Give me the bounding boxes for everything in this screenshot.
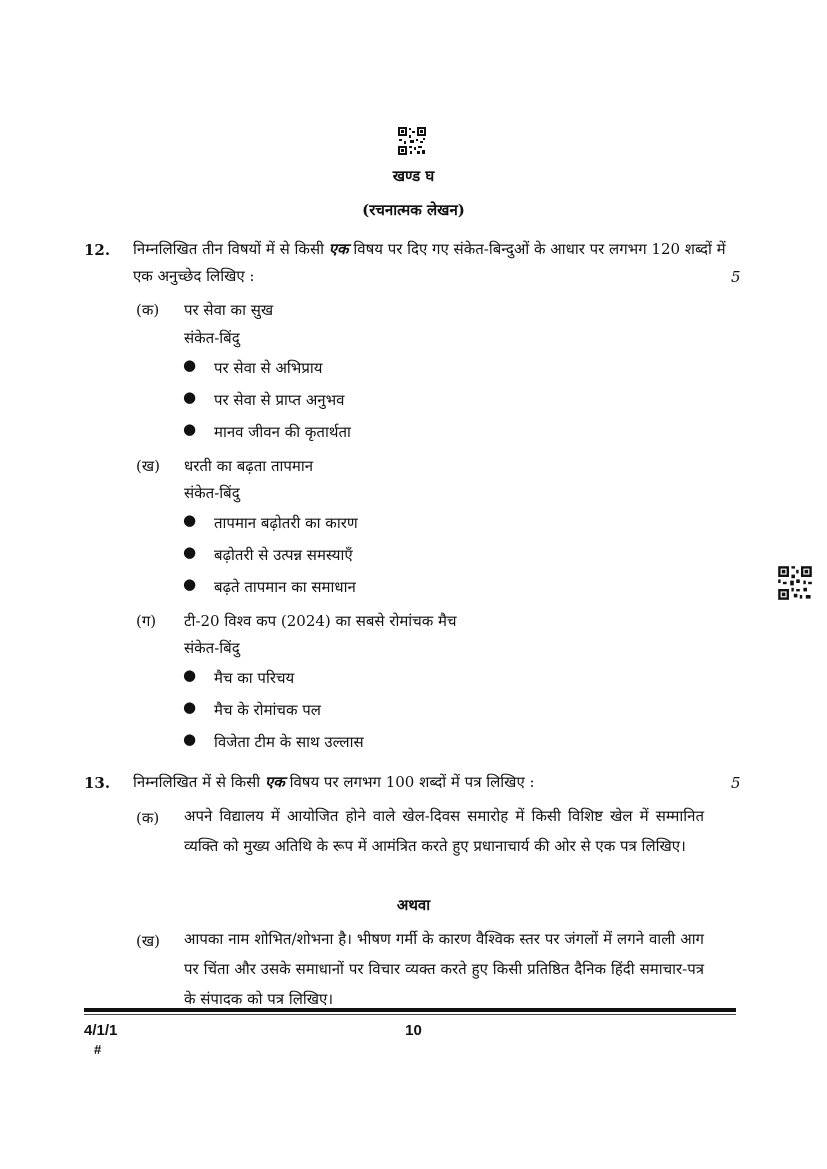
- qr-code-icon: [397, 126, 427, 156]
- bullet-icon: ●: [183, 388, 197, 406]
- hint-label: संकेत-बिंदु: [184, 639, 240, 657]
- option-text: अपने विद्यालय में आयोजित होने वाले खेल-दिवस समारोह में किसी विशिष्ट खेल में सम्मानित व्यक्ति को मुख्य अतिथि के रूप में आमंत्रित करते हुए प्रधानाचार्य की ओर से एक पत्र लिखिए।: [184, 807, 704, 855]
- side-qr-code-icon: [777, 565, 813, 601]
- option-label: (ख): [136, 932, 160, 950]
- question-marks: 5: [731, 268, 741, 286]
- option-title: पर सेवा का सुख: [184, 301, 274, 319]
- option-label: (क): [136, 809, 160, 827]
- footer-divider: [84, 1008, 736, 1012]
- option-title: धरती का बढ़ता तापमान: [184, 457, 314, 475]
- bullet-icon: ●: [183, 420, 197, 438]
- option-title: टी-20 विश्व कप (2024) का सबसे रोमांचक मैच: [184, 612, 457, 630]
- question-text-post: विषय पर लगभग 100 शब्दों में पत्र लिखिए :: [284, 773, 535, 791]
- question-text-post: विषय पर दिए गए संकेत-बिन्दुओं के आधार पर लगभग 120 शब्दों में एक अनुच्छेद लिखिए :: [133, 240, 726, 285]
- hint-point: पर सेवा से अभिप्राय: [214, 359, 323, 377]
- hint-point: तापमान बढ़ोतरी का कारण: [214, 514, 358, 532]
- option-label: (क): [136, 301, 160, 319]
- hint-point: बढ़ोतरी से उत्पन्न समस्याएँ: [214, 546, 353, 564]
- bullet-icon: ●: [183, 543, 197, 561]
- hint-point: विजेता टीम के साथ उल्लास: [214, 733, 364, 751]
- footer-divider-thin: [84, 1014, 736, 1015]
- question-text-emphasis: एक: [328, 240, 349, 258]
- bullet-icon: ●: [183, 511, 197, 529]
- bullet-icon: ●: [183, 575, 197, 593]
- question-marks: 5: [731, 774, 741, 792]
- footer-hash: #: [94, 1042, 102, 1057]
- or-label: अथवा: [396, 896, 431, 914]
- bullet-icon: ●: [183, 666, 197, 684]
- hint-point: बढ़ते तापमान का समाधान: [214, 578, 356, 596]
- hint-point: पर सेवा से प्राप्त अनुभव: [214, 391, 345, 409]
- option-text: आपका नाम शोभित/शोभना है। भीषण गर्मी के कारण वैश्विक स्तर पर जंगलों में लगने वाली आग पर चिंता और उसके समाधानों पर विचार व्यक्त करते हुए किसी प्रतिष्ठित दैनिक हिंदी समाचार-पत्र के संपादक को पत्र लिखिए।: [184, 930, 704, 1008]
- question-text-emphasis: एक: [264, 773, 285, 791]
- section-subtitle: (रचनात्मक लेखन): [362, 201, 465, 219]
- question-number: 13.: [84, 774, 111, 792]
- bullet-icon: ●: [183, 730, 197, 748]
- hint-point: मैच का परिचय: [214, 669, 295, 687]
- paper-code: 4/1/1: [84, 1022, 118, 1039]
- bullet-icon: ●: [183, 698, 197, 716]
- option-label: (ग): [136, 612, 157, 630]
- bullet-icon: ●: [183, 356, 197, 374]
- hint-point: मैच के रोमांचक पल: [214, 701, 321, 719]
- option-label: (ख): [136, 457, 160, 475]
- question-text: [133, 769, 723, 796]
- question-text-pre: निम्नलिखित में से किसी: [133, 773, 265, 791]
- question-number: 12.: [84, 241, 111, 259]
- hint-point: मानव जीवन की कृतार्थता: [214, 423, 351, 441]
- page-number: 10: [405, 1022, 422, 1039]
- section-title: खण्ड घ: [392, 167, 435, 185]
- question-text: [133, 236, 733, 290]
- hint-label: संकेत-बिंदु: [184, 329, 240, 347]
- hint-label: संकेत-बिंदु: [184, 484, 240, 502]
- question-text-pre: निम्नलिखित तीन विषयों में से किसी: [133, 240, 329, 258]
